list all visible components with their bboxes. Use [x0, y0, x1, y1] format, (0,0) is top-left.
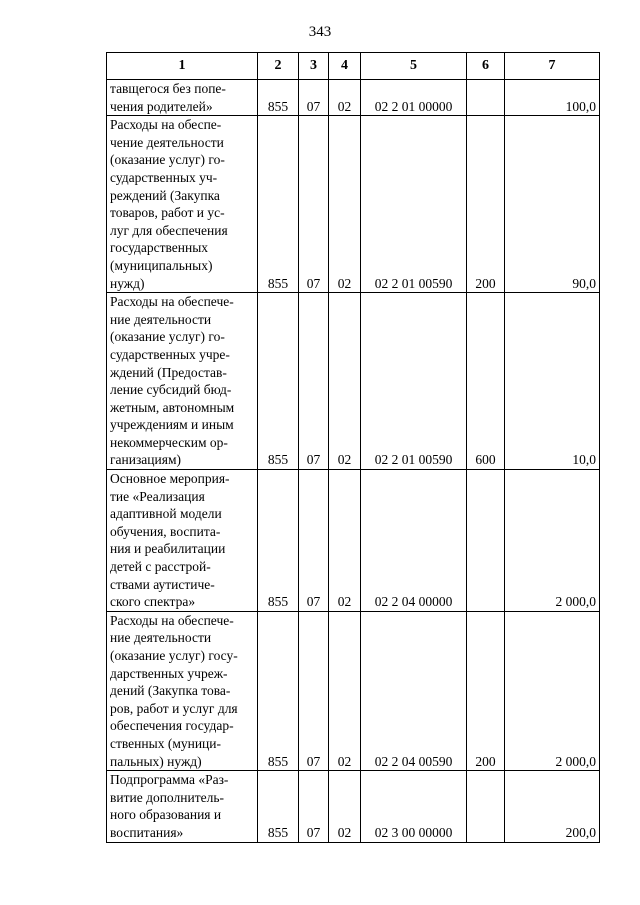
table-body: [107, 80, 600, 843]
section-code: 07: [299, 80, 329, 116]
target-article-code: 02 2 04 00000: [361, 470, 467, 612]
description-line: ров, работ и услуг для: [110, 700, 238, 716]
description-line: тие «Реализация: [110, 488, 205, 504]
description-line: некоммерческим ор-: [110, 434, 228, 450]
ministry-code: 855: [258, 771, 299, 842]
ministry-code: 855: [258, 293, 299, 470]
row-description: [107, 80, 258, 116]
description-line: (муниципальных): [110, 257, 213, 273]
description-line: витие дополнитель-: [110, 789, 224, 805]
description-line: реждений (Закупка: [110, 187, 220, 203]
header-row: [107, 53, 600, 80]
subsection-code: 02: [329, 771, 361, 842]
subsection-code: 02: [329, 293, 361, 470]
target-article-code: 02 2 01 00590: [361, 116, 467, 293]
target-article-code: 02 3 00 00000: [361, 771, 467, 842]
table-row: [107, 293, 600, 470]
description-line: Расходы на обеспе-: [110, 117, 222, 133]
ministry-code: 855: [258, 611, 299, 770]
amount: 100,0: [505, 80, 600, 116]
subsection-code: 02: [329, 611, 361, 770]
subsection-code: 02: [329, 116, 361, 293]
column-header-7: 7: [505, 53, 600, 80]
amount: 90,0: [505, 116, 600, 293]
expense-type-code: 200: [467, 116, 505, 293]
column-header-1: 1: [107, 53, 258, 80]
expense-type-code: [467, 771, 505, 842]
amount: 200,0: [505, 771, 600, 842]
column-header-3: 3: [299, 53, 329, 80]
description-line: ного образования и: [110, 807, 222, 823]
description-line: (оказание услуг) госу-: [110, 648, 238, 663]
table-row: [107, 80, 600, 116]
table-row: [107, 470, 600, 612]
amount: 2 000,0: [505, 470, 600, 612]
column-header-4: 4: [329, 53, 361, 80]
expense-type-code: 200: [467, 611, 505, 770]
description-line: (оказание услуг) го-: [110, 152, 225, 168]
amount: 2 000,0: [505, 611, 600, 770]
subsection-code: 02: [329, 470, 361, 612]
description-line: пальных) нужд): [110, 753, 202, 769]
description-line: (оказание услуг) го-: [110, 329, 225, 345]
section-code: 07: [299, 116, 329, 293]
description-line: луг для обеспечения: [110, 222, 228, 238]
column-header-5: 5: [361, 53, 467, 80]
description-line: ственных (муници-: [110, 735, 222, 751]
description-line: тавщегося без попе-: [110, 81, 226, 96]
amount: 10,0: [505, 293, 600, 470]
description-line: жетным, автономным: [110, 399, 235, 415]
row-description: [107, 116, 258, 293]
description-line: чение деятельности: [110, 134, 224, 150]
description-line: адаптивной модели: [110, 506, 222, 522]
description-line: сударственных уч-: [110, 169, 218, 185]
column-header-6: 6: [467, 53, 505, 80]
column-header-2: 2: [258, 53, 299, 80]
description-line: Расходы на обеспече-: [110, 612, 234, 628]
target-article-code: 02 2 01 00590: [361, 293, 467, 470]
description-line: детей с расстрой-: [110, 559, 211, 575]
table-row: [107, 771, 600, 842]
table-row: [107, 611, 600, 770]
expense-type-code: 600: [467, 293, 505, 470]
description-line: дарственных учреж-: [110, 665, 228, 681]
description-line: ния и реабилитации: [110, 541, 226, 557]
description-line: ление субсидий бюд-: [110, 382, 232, 398]
description-line: чения родителей»: [110, 98, 213, 114]
row-description: [107, 470, 258, 612]
page-number: 343: [308, 24, 332, 40]
ministry-code: 855: [258, 116, 299, 293]
description-line: ского спектра»: [110, 594, 196, 610]
description-line: нужд): [110, 275, 145, 291]
row-description: [107, 611, 258, 770]
description-line: сударственных учре-: [110, 346, 230, 362]
description-line: Основное мероприя-: [110, 471, 230, 487]
description-line: обеспечения государ-: [110, 718, 234, 734]
table-row: [107, 116, 600, 293]
section-code: 07: [299, 293, 329, 470]
section-code: 07: [299, 470, 329, 612]
description-line: государственных: [110, 240, 209, 256]
ministry-code: 855: [258, 80, 299, 116]
description-line: ние деятельности: [110, 630, 212, 646]
description-line: ганизациям): [110, 452, 182, 468]
description-line: Расходы на обеспече-: [110, 294, 234, 310]
section-code: 07: [299, 611, 329, 770]
description-line: обучения, воспита-: [110, 523, 221, 539]
target-article-code: 02 2 04 00590: [361, 611, 467, 770]
target-article-code: 02 2 01 00000: [361, 80, 467, 116]
subsection-code: 02: [329, 80, 361, 116]
description-line: ствами аутистиче-: [110, 576, 215, 592]
description-line: Подпрограмма «Раз-: [110, 772, 229, 788]
row-description: [107, 771, 258, 842]
expense-type-code: [467, 470, 505, 612]
budget-table: [106, 52, 600, 843]
description-line: ждений (Предостав-: [110, 364, 227, 380]
description-line: ние деятельности: [110, 311, 212, 327]
ministry-code: 855: [258, 470, 299, 612]
section-code: 07: [299, 771, 329, 842]
row-description: [107, 293, 258, 470]
description-line: товаров, работ и ус-: [110, 205, 225, 221]
description-line: воспитания»: [110, 824, 184, 840]
description-line: учреждениям и иным: [110, 417, 234, 433]
description-line: дений (Закупка това-: [110, 683, 231, 699]
expense-type-code: [467, 80, 505, 116]
